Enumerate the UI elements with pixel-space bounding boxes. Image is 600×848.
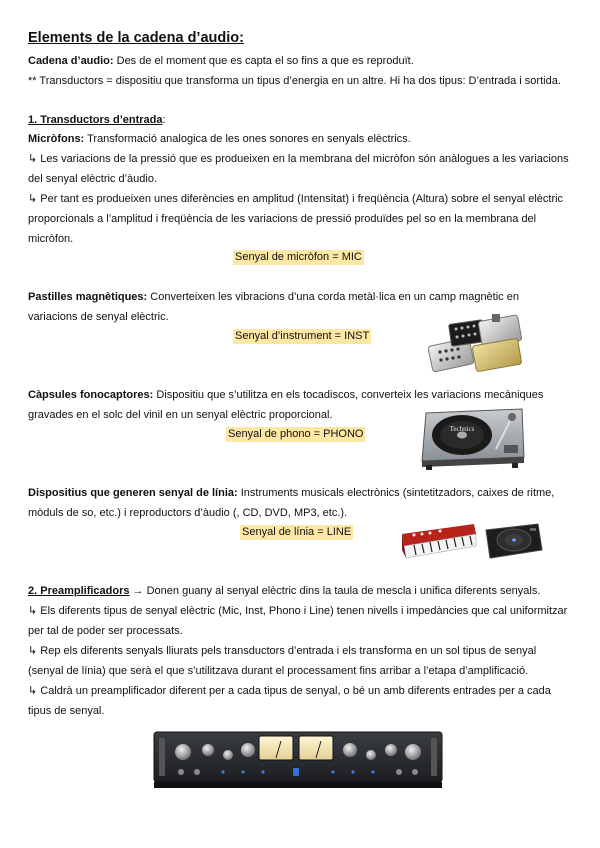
- inst-signal-badge: Senyal d’instrument = INST: [235, 330, 370, 342]
- turntable-image: [418, 405, 528, 471]
- cadena-definition: Cadena d’audio: Des de el moment que es capta el so fins a que es reproduït.: [28, 55, 414, 67]
- preamp-line: per tal de poder ser processats.: [28, 625, 183, 637]
- pastilles-line: variacions de senyal elèctric.: [28, 311, 169, 323]
- section2-heading: 2. Preamplificadors → Donen guany al senyal elèctric dins la taula de mescla i unifica diferents senyals.: [28, 585, 541, 597]
- pickups-image: [428, 312, 526, 374]
- linia-line: mòduls de so, etc.) i reproductors d’àudio (, CD, DVD, MP3, etc.).: [28, 507, 348, 519]
- mic-signal-badge: Senyal de micròfon = MIC: [235, 251, 362, 263]
- cadena-label: Cadena d’audio:: [28, 55, 114, 67]
- microfons-definition: Micròfons: Transformació analogica de les ones sonores en senyals elèctrics.: [28, 133, 411, 145]
- microfons-line: ↳ Per tant es produeixen unes diferències en amplitud (Intensitat) i freqüència (Altura) sobre el senyal elèctric: [28, 193, 564, 205]
- section1-heading: 1. Transductors d’entrada:: [28, 114, 166, 126]
- preamp-line: ↳ Rep els diferents senyals lliurats pels transductors d’entrada i els transforma en un sol tipus de senyal: [28, 645, 537, 657]
- preamp-line: (senyal de línia) que serà el que s’utilitzava durant el processament fins arribar a l’etapa d’amplificació.: [28, 665, 529, 677]
- microfons-line: ↳ Les variacions de la pressió que es produeixen en la membrana del micròfon són anàlogues a les variacions: [28, 153, 569, 165]
- line-signal-badge: Senyal de línia = LINE: [242, 526, 352, 538]
- preamp-line: ↳ Els diferents tipus de senyal elèctric (Mic, Inst, Phono i Line) tenen nivells i impedàncies que cal uniformitzar: [28, 605, 568, 617]
- pastilles-definition: Pastilles magnètiques: Converteixen les vibracions d’una corda metàl·lica en un camp magnètic en: [28, 291, 519, 303]
- turntable-brand: Technics: [449, 425, 475, 433]
- page-title: Elements de la cadena d’audio:: [28, 30, 244, 46]
- linia-definition: Dispositius que generen senyal de línia: Instruments musicals electrònics (sintetitzadors, caixes de ritme,: [28, 487, 555, 499]
- phono-signal-badge: Senyal de phono = PHONO: [228, 428, 364, 440]
- cd-player-image: [482, 520, 544, 560]
- preamp-line: tipus de senyal.: [28, 705, 105, 717]
- microfons-line: del senyal elèctric d’àudio.: [28, 173, 158, 185]
- synth-image: [400, 520, 478, 560]
- preamp-line: ↳ Caldrà un preamplificador diferent per a cada tipus de senyal, o bé un amb diferents entrades per a cada: [28, 685, 551, 697]
- microfons-line: micròfon.: [28, 233, 74, 245]
- transductors-note: ** Transductors = dispositiu que transforma un tipus d’energia en un altre. Hi ha dos tipus: D’entrada i sortida.: [28, 75, 561, 87]
- microfons-line: proporcionals a l’amplitud i freqüència de les variacions de pressió produïdes pel so en la membrana del: [28, 213, 537, 225]
- capsules-line: gravades en el solc del vinil en un senyal elèctric proporcional.: [28, 409, 333, 421]
- preamp-image: [153, 728, 443, 790]
- capsules-definition: Càpsules fonocaptores: Dispositiu que s’utilitza en els tocadiscos, converteix les variacions mecàniques: [28, 389, 544, 401]
